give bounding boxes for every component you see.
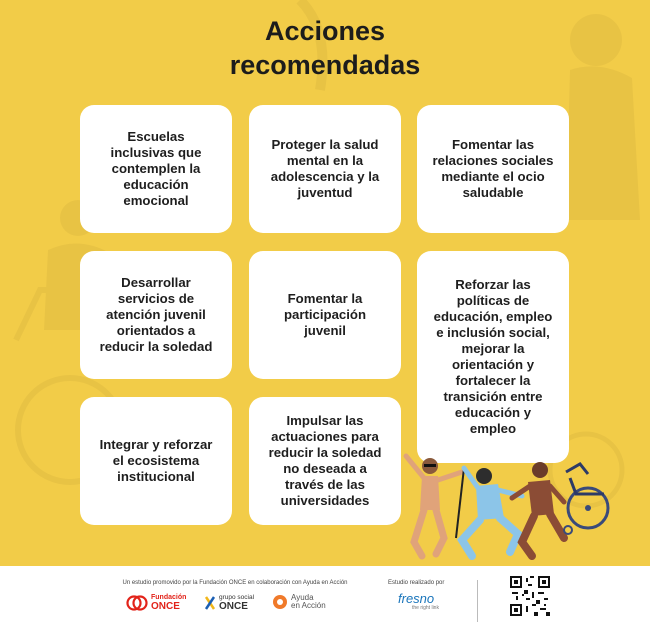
qr-code[interactable]	[510, 576, 550, 616]
study-text: Estudio realizado por	[388, 580, 445, 586]
people-illustration	[392, 438, 622, 566]
action-card-text: Desarrollar servicios de atención juvenil orientados a reducir la soledad	[99, 275, 213, 354]
action-card-text: Fomentar la participación juvenil	[283, 291, 367, 338]
action-card-text: Integrar y reforzar el ecosistema institucional	[99, 437, 213, 484]
promo-text: Un estudio promovido por la Fundación ONCE en colaboración con Ayuda en Acción	[122, 580, 348, 586]
fundacion-label: Fundación	[151, 594, 187, 601]
action-card-text: Escuelas inclusivas que contemplen la educación emocional	[110, 129, 202, 208]
ayuda-en-accion-logo	[272, 594, 326, 610]
action-card-1	[80, 105, 232, 233]
once-symbol-icon	[126, 595, 148, 611]
grupo-social-label: grupo social	[219, 594, 255, 601]
ayuda-symbol-icon	[272, 594, 288, 610]
person-with-cane	[406, 456, 464, 556]
action-card-text: Impulsar las actuaciones para reducir la soledad no deseada a través de las universidades	[268, 413, 382, 508]
fresno-tagline: the right link	[412, 605, 439, 611]
person-brown	[512, 462, 564, 556]
grupo-social-once-logo	[204, 594, 254, 612]
wheelchair-icon	[564, 464, 608, 534]
action-card-8	[249, 397, 401, 525]
action-card-text: Reforzar las políticas de educación, empleo e inclusión social, mejorar la orientación y fortalecer la transición entre educación y empleo	[433, 277, 553, 436]
ayuda-label: Ayuda	[291, 593, 314, 602]
action-card-text: Proteger la salud mental en la adolescencia y la juventud	[270, 137, 380, 200]
fresno-label: fresno	[398, 591, 435, 606]
en-accion-label: en Acción	[291, 601, 326, 610]
once-label: ONCE	[151, 601, 180, 612]
fundacion-once-logo	[126, 594, 186, 612]
action-card-7	[80, 397, 232, 525]
fresno-logo	[398, 592, 439, 611]
action-card-2	[249, 105, 401, 233]
title-line-1: Acciones	[264, 16, 386, 46]
title-line-2: recomendadas	[229, 50, 421, 80]
action-card-text: Fomentar las relaciones sociales mediante el ocio saludable	[432, 137, 554, 200]
action-card-6	[417, 251, 569, 463]
footer	[0, 566, 650, 632]
action-card-4	[80, 251, 232, 379]
action-card-5	[249, 251, 401, 379]
footer-divider	[477, 580, 478, 622]
page-title	[0, 14, 650, 82]
person-blue	[462, 468, 522, 556]
grupo-symbol-icon	[204, 595, 216, 611]
action-card-3	[417, 105, 569, 233]
grupo-once-label: ONCE	[219, 601, 248, 612]
